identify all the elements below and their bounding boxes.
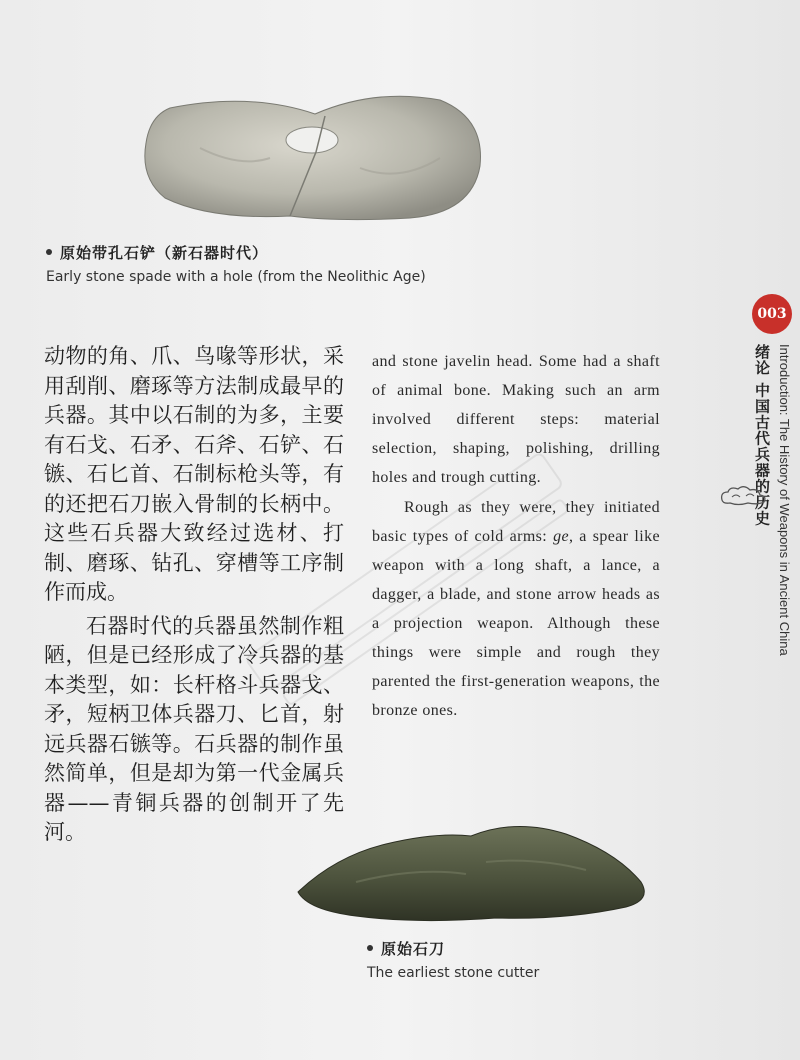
stone-cutter-image [296,812,651,932]
cutter-caption-en: The earliest stone cutter [367,965,540,981]
bullet-icon [46,249,52,255]
chapter-title-en: Introduction: The History of Weapons in Ancient China [777,344,792,656]
english-text-column [372,347,660,725]
chapter-title-zh: 绪论 中国古代兵器的历史 [753,344,771,527]
english-paragraph-2-end: , a spear like weapon with a long shaft, a lance, a dagger, a blade, and stone arrow heads as a projection weapon. Although these things were simple and rough they parented the first-generation weapons, the bronze ones. [372,528,660,719]
chinese-paragraph-2: 石器时代的兵器虽然制作粗陋，但是已经形成了冷兵器的基本类型，如：长杆格斗兵器戈、矛，短柄卫体兵器刀、匕首，射远兵器石镞等。石兵器的制作虽然简单，但是却为第一代金属兵器——青铜兵器的创制开了先河。 [44,613,344,844]
page-number-badge: 003 [752,294,792,334]
cutter-caption [367,938,539,981]
cloud-ornament-icon [718,484,768,506]
stone-spade-image [140,88,485,223]
spade-caption [46,242,426,285]
spade-caption-zh: 原始带孔石铲（新石器时代） [60,244,269,262]
chinese-text-column [44,342,344,848]
english-term-ge: ge [553,528,569,545]
spade-caption-en: Early stone spade with a hole (from the Neolithic Age) [46,269,426,285]
english-paragraph-2-start: Rough as they were, they initiated basic types of cold arms: [372,499,660,545]
english-paragraph-2 [372,493,660,725]
bullet-icon [367,945,373,951]
cutter-caption-zh: 原始石刀 [381,940,446,958]
english-paragraph-1: and stone javelin head. Some had a shaft of animal bone. Making such an arm involved different steps: material selection, shaping, polishing, drilling holes and trough cutting. [372,353,660,486]
chinese-paragraph-1: 动物的角、爪、鸟喙等形状，采用刮削、磨琢等方法制成最早的兵器。其中以石制的为多，主要有石戈、石矛、石斧、石铲、石镞、石匕首、石制标枪头等，有的还把石刀嵌入骨制的长柄中。这些石兵器大致经过选材、打制、磨琢、钻孔、穿槽等工序制作而成。 [44,344,344,604]
